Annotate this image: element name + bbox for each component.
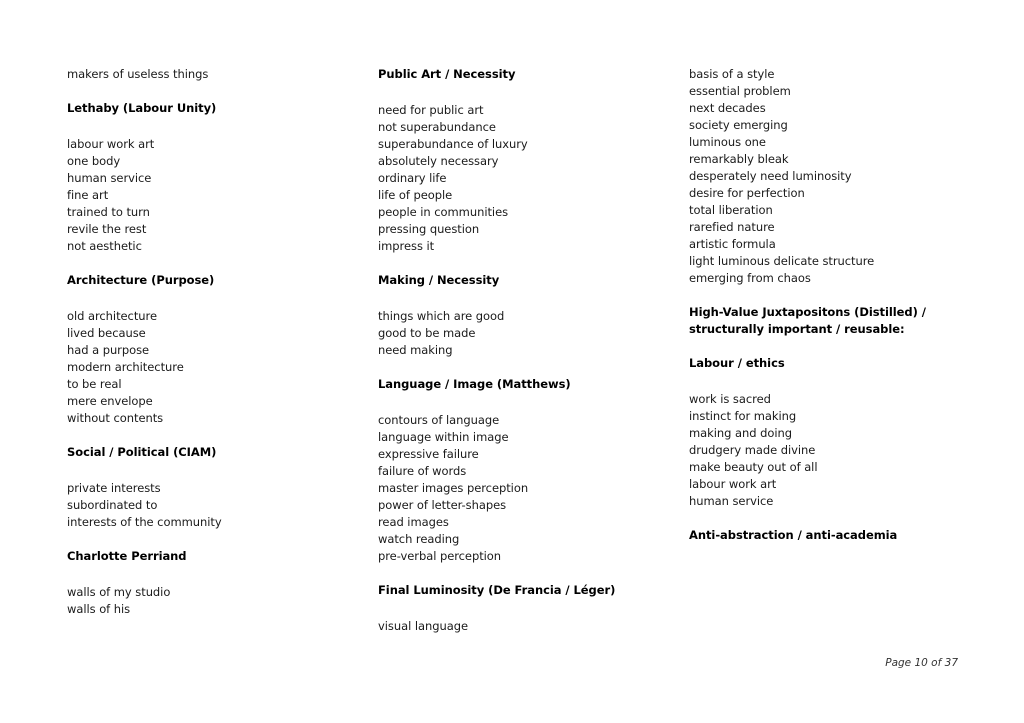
heading-spacer — [689, 372, 957, 391]
text-line: remarkably bleak — [689, 152, 789, 166]
text-section — [67, 272, 378, 427]
text-line: emerging from chaos — [689, 271, 811, 285]
text-line: human service — [689, 494, 774, 508]
block-spacer — [67, 531, 378, 548]
text-line: language within image — [378, 430, 509, 444]
text-line: not superabundance — [378, 120, 496, 134]
block-spacer — [67, 255, 378, 272]
text-line: interests of the community — [67, 515, 222, 529]
text-section — [67, 100, 378, 255]
text-line: labour work art — [689, 477, 777, 491]
text-line: private interests — [67, 481, 161, 495]
heading-spacer — [67, 289, 378, 308]
text-line: work is sacred — [689, 392, 771, 406]
text-line: visual language — [378, 619, 468, 633]
text-line: rarefied nature — [689, 220, 775, 234]
block-spacer — [689, 287, 957, 304]
text-line: to be real — [67, 377, 122, 391]
section-heading: Labour / ethics — [689, 356, 785, 370]
text-line: makers of useless things — [67, 67, 209, 81]
text-line: failure of words — [378, 464, 467, 478]
heading-spacer — [378, 393, 689, 412]
text-column-2 — [378, 66, 689, 635]
block-spacer — [689, 338, 957, 355]
text-section — [689, 355, 957, 510]
text-section — [67, 444, 378, 531]
text-line: making and doing — [689, 426, 792, 440]
text-line: drudgery made divine — [689, 443, 816, 457]
text-line: master images perception — [378, 481, 529, 495]
text-line: pressing question — [378, 222, 480, 236]
section-heading: Architecture (Purpose) — [67, 273, 215, 287]
text-line: old architecture — [67, 309, 157, 323]
text-line: power of letter-shapes — [378, 498, 507, 512]
text-line: luminous one — [689, 135, 766, 149]
heading-spacer — [67, 461, 378, 480]
text-line: read images — [378, 515, 449, 529]
text-line: ordinary life — [378, 171, 447, 185]
text-line: things which are good — [378, 309, 505, 323]
text-line: expressive failure — [378, 447, 479, 461]
text-line: lived because — [67, 326, 146, 340]
block-spacer — [378, 565, 689, 582]
text-line: need for public art — [378, 103, 484, 117]
text-line: not aesthetic — [67, 239, 142, 253]
text-line: human service — [67, 171, 152, 185]
block-spacer — [689, 510, 957, 527]
text-line: absolutely necessary — [378, 154, 499, 168]
text-section — [378, 582, 689, 635]
text-line: contours of language — [378, 413, 500, 427]
text-line: basis of a style — [689, 67, 775, 81]
text-section — [67, 548, 378, 618]
text-line: essential problem — [689, 84, 791, 98]
section-heading: Charlotte Perriand — [67, 549, 187, 563]
text-line: total liberation — [689, 203, 773, 217]
block-spacer — [378, 359, 689, 376]
text-line: good to be made — [378, 326, 476, 340]
heading-spacer — [67, 117, 378, 136]
text-line: pre-verbal perception — [378, 549, 502, 563]
heading-spacer — [378, 83, 689, 102]
text-section — [689, 527, 957, 544]
text-line: revile the rest — [67, 222, 147, 236]
section-heading: High-Value Juxtapositons (Distilled) / structurally important / reusable: — [689, 305, 926, 336]
text-line: mere envelope — [67, 394, 153, 408]
text-section — [378, 376, 689, 565]
text-line: walls of his — [67, 602, 131, 616]
text-line: desperately need luminosity — [689, 169, 852, 183]
text-group — [689, 66, 957, 287]
block-spacer — [378, 255, 689, 272]
text-column-1 — [67, 66, 378, 618]
text-line: one body — [67, 154, 121, 168]
text-line: desire for perfection — [689, 186, 805, 200]
text-line: people in communities — [378, 205, 509, 219]
text-section — [378, 272, 689, 359]
text-line: without contents — [67, 411, 164, 425]
text-line: superabundance of luxury — [378, 137, 528, 151]
column-layout — [67, 66, 957, 635]
text-line: modern architecture — [67, 360, 184, 374]
text-group — [67, 66, 378, 83]
section-heading: Final Luminosity (De Francia / Léger) — [378, 583, 616, 597]
text-section — [689, 304, 957, 338]
text-line: next decades — [689, 101, 766, 115]
text-line: trained to turn — [67, 205, 150, 219]
text-line: instinct for making — [689, 409, 797, 423]
text-line: subordinated to — [67, 498, 158, 512]
heading-spacer — [378, 289, 689, 308]
text-line: walls of my studio — [67, 585, 171, 599]
text-line: society emerging — [689, 118, 788, 132]
section-heading: Social / Political (CIAM) — [67, 445, 217, 459]
section-heading: Lethaby (Labour Unity) — [67, 101, 217, 115]
text-line: artistic formula — [689, 237, 776, 251]
text-line: make beauty out of all — [689, 460, 818, 474]
text-line: fine art — [67, 188, 109, 202]
block-spacer — [67, 83, 378, 100]
section-heading: Public Art / Necessity — [378, 67, 516, 81]
text-line: had a purpose — [67, 343, 150, 357]
block-spacer — [67, 427, 378, 444]
section-heading: Language / Image (Matthews) — [378, 377, 571, 391]
text-line: life of people — [378, 188, 453, 202]
text-line: labour work art — [67, 137, 155, 151]
heading-spacer — [378, 599, 689, 618]
text-section — [378, 66, 689, 255]
page-footer: Page 10 of 37 — [885, 657, 958, 669]
section-heading: Anti-abstraction / anti-academia — [689, 528, 898, 542]
text-line: need making — [378, 343, 453, 357]
text-line: impress it — [378, 239, 435, 253]
text-line: watch reading — [378, 532, 460, 546]
heading-spacer — [67, 565, 378, 584]
section-heading: Making / Necessity — [378, 273, 500, 287]
text-column-3 — [689, 66, 957, 544]
text-line: light luminous delicate structure — [689, 254, 875, 268]
